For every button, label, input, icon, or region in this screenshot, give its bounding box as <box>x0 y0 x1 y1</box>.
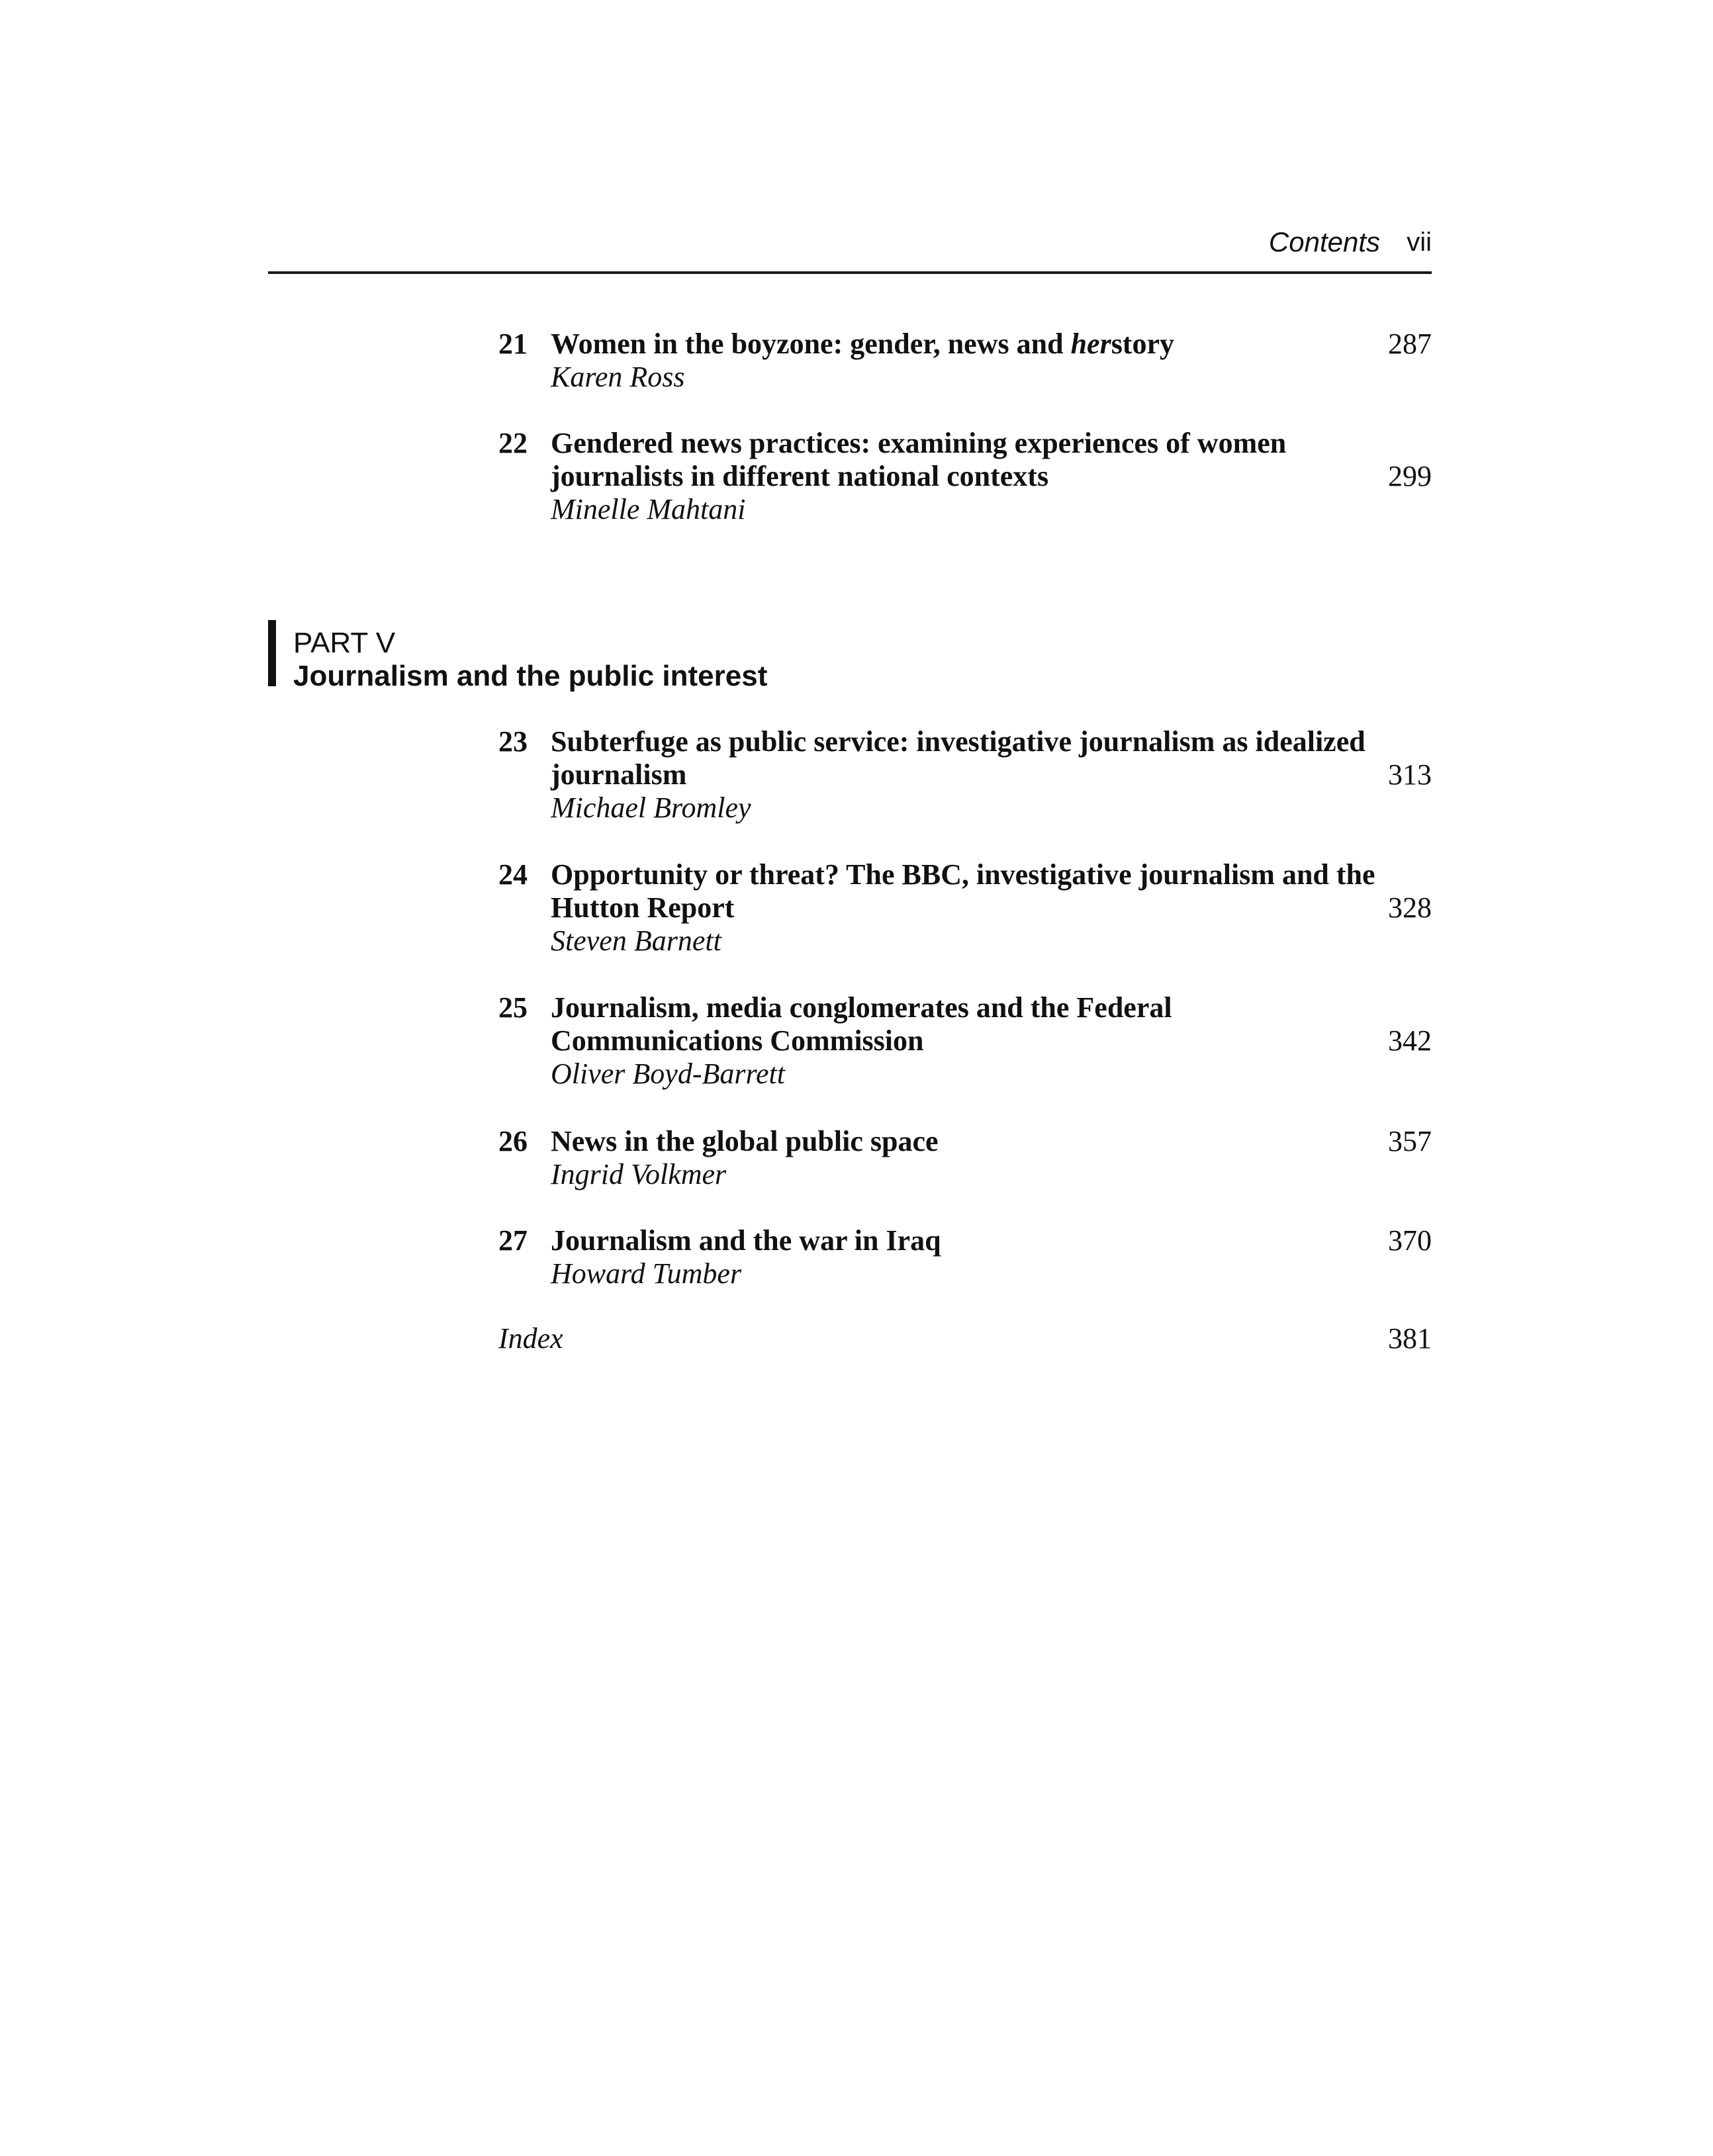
chapter-author: Minelle Mahtani <box>551 493 746 525</box>
toc-entry-23[interactable] <box>498 725 1432 825</box>
chapter-page-number: 357 <box>1388 1125 1432 1157</box>
toc-entry-index[interactable] <box>498 1322 1432 1355</box>
running-head-page-number: vii <box>1407 228 1432 257</box>
chapter-title: Women in the boyzone: gender, news and herstory <box>551 328 1174 360</box>
chapter-number: 25 <box>498 991 528 1024</box>
chapter-title-line-1: Journalism, media conglomerates and the Federal <box>551 991 1172 1024</box>
chapter-author: Karen Ross <box>551 361 685 393</box>
chapter-title-line-2: journalism <box>551 758 687 791</box>
chapter-author: Howard Tumber <box>551 1257 742 1290</box>
chapter-number: 26 <box>498 1125 528 1157</box>
toc-entry-22[interactable] <box>498 427 1432 526</box>
chapter-author: Steven Barnett <box>551 924 721 957</box>
toc-entry-24[interactable] <box>498 858 1432 958</box>
chapter-title-line-2: Hutton Report <box>551 891 735 924</box>
chapter-author: Ingrid Volkmer <box>551 1158 727 1190</box>
chapter-page-number: 342 <box>1388 1024 1432 1057</box>
chapter-title-line-2: Communications Commission <box>551 1024 924 1057</box>
index-page-number: 381 <box>1388 1322 1432 1355</box>
chapter-title: News in the global public space <box>551 1125 939 1157</box>
chapter-title-line-1: Gendered news practices: examining experiences of women <box>551 427 1287 459</box>
chapter-title: Journalism and the war in Iraq <box>551 1224 941 1257</box>
chapter-title-line-1: Subterfuge as public service: investigative journalism as idealized <box>551 725 1366 758</box>
toc-entry-27[interactable] <box>498 1224 1432 1290</box>
chapter-page-number: 370 <box>1388 1224 1432 1257</box>
chapter-number: 23 <box>498 725 528 758</box>
chapter-title-line-2: journalists in different national contexts <box>551 460 1049 492</box>
part-label: PART V <box>293 627 396 659</box>
chapter-author: Oliver Boyd-Barrett <box>551 1057 785 1090</box>
chapter-page-number: 287 <box>1388 328 1432 360</box>
toc-entry-25[interactable] <box>498 991 1432 1091</box>
chapter-title-italic: her <box>1070 328 1111 360</box>
chapter-page-number: 299 <box>1388 460 1432 492</box>
running-head <box>268 218 1432 274</box>
running-head-section: Contents <box>1268 226 1380 257</box>
chapter-page-number: 328 <box>1388 891 1432 924</box>
part-title: Journalism and the public interest <box>293 660 768 692</box>
chapter-number: 21 <box>498 328 528 360</box>
part-heading <box>268 620 768 692</box>
chapter-number: 24 <box>498 858 528 891</box>
chapter-page-number: 313 <box>1388 758 1432 791</box>
chapter-number: 27 <box>498 1224 528 1257</box>
toc-entry-26[interactable] <box>498 1125 1432 1191</box>
toc-entry-21[interactable] <box>498 328 1432 394</box>
chapter-author: Michael Bromley <box>551 791 751 824</box>
chapter-title-line-1: Opportunity or threat? The BBC, investigative journalism and the <box>551 858 1375 891</box>
index-label: Index <box>498 1322 563 1355</box>
chapter-number: 22 <box>498 427 528 459</box>
